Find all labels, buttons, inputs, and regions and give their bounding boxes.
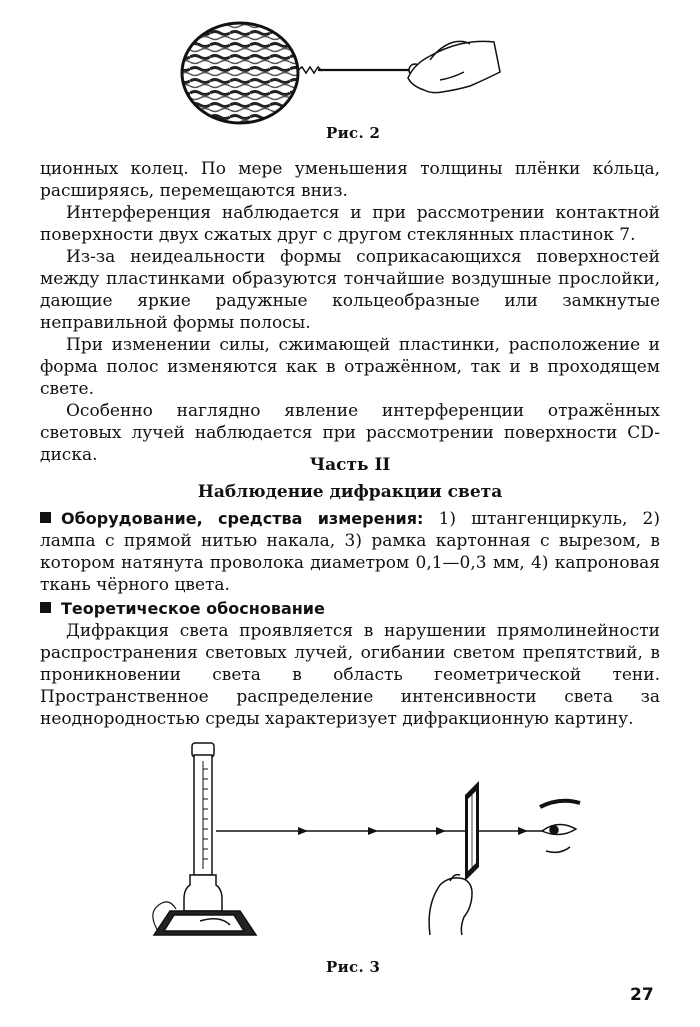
equipment-heading: Оборудование, средства измерения: bbox=[61, 509, 424, 528]
hand-drawing bbox=[408, 41, 500, 92]
figure-3-caption: Рис. 3 bbox=[326, 958, 381, 976]
light-ray bbox=[216, 827, 550, 835]
paragraph-continuation: ционных колец. По мере уменьшения толщины плёнки ко́льца, расширяясь, перемещаются вниз. bbox=[40, 159, 660, 201]
soap-film-ring-illustration bbox=[150, 18, 510, 128]
eye-icon bbox=[540, 801, 580, 853]
paragraph-pressure-change: При изменении силы, сжимающей пластинки, расположение и форма полос изменяются как в отражённом, так и в проходящем свете. bbox=[40, 335, 660, 399]
intro-text-block bbox=[40, 158, 660, 466]
bullet-square-icon bbox=[40, 512, 51, 523]
interference-ring-film bbox=[180, 18, 300, 128]
diffraction-setup-illustration bbox=[130, 735, 630, 955]
hand-holding-frame bbox=[429, 875, 472, 935]
theory-heading: Теоретическое обоснование bbox=[61, 599, 325, 618]
part-subtitle: Наблюдение дифракции света bbox=[197, 482, 503, 502]
paragraph-air-layers: Из-за неидеальности формы соприкасающихся поверхностей между пластинками образуются тончайшие воздушные прослойки, дающие яркие радужные кольцеобразные или замкнутые неправильной формы полосы. bbox=[40, 247, 660, 333]
theory-section bbox=[40, 598, 660, 730]
paragraph-contact-surface: Интерференция наблюдается и при рассмотрении контактной поверхности двух сжатых друг с другом стеклянных пластинок 7. bbox=[40, 203, 660, 245]
paragraph-cd-disk: Особенно наглядно явление интерференции отражённых световых лучей наблюдается при рассмотрении поверхности CD-диска. bbox=[40, 401, 660, 465]
lamp-drawing bbox=[153, 743, 256, 935]
part-title: Часть II bbox=[309, 455, 391, 475]
figure-2-caption: Рис. 2 bbox=[326, 124, 381, 142]
bullet-square-icon bbox=[40, 602, 51, 613]
equipment-text: 1) штангенциркуль, 2) лампа с прямой нитью накала, 3) рамка картонная с вырезом, в котором натянута проволока диаметром 0,1—0,3 мм, 4) капроновая ткань чёрного цвета. bbox=[40, 509, 660, 595]
cardboard-frame-drawing bbox=[465, 781, 479, 881]
equipment-section bbox=[40, 508, 660, 596]
page-number: 27 bbox=[630, 985, 654, 1005]
theory-text: Дифракция света проявляется в нарушении прямолинейности распространения световых лучей, огибании светом препятствий, в проникновении света в область геометрической тени. Пространственное распределение интенсивности света за неоднородностью среды характеризует дифракционную картину. bbox=[40, 621, 660, 729]
